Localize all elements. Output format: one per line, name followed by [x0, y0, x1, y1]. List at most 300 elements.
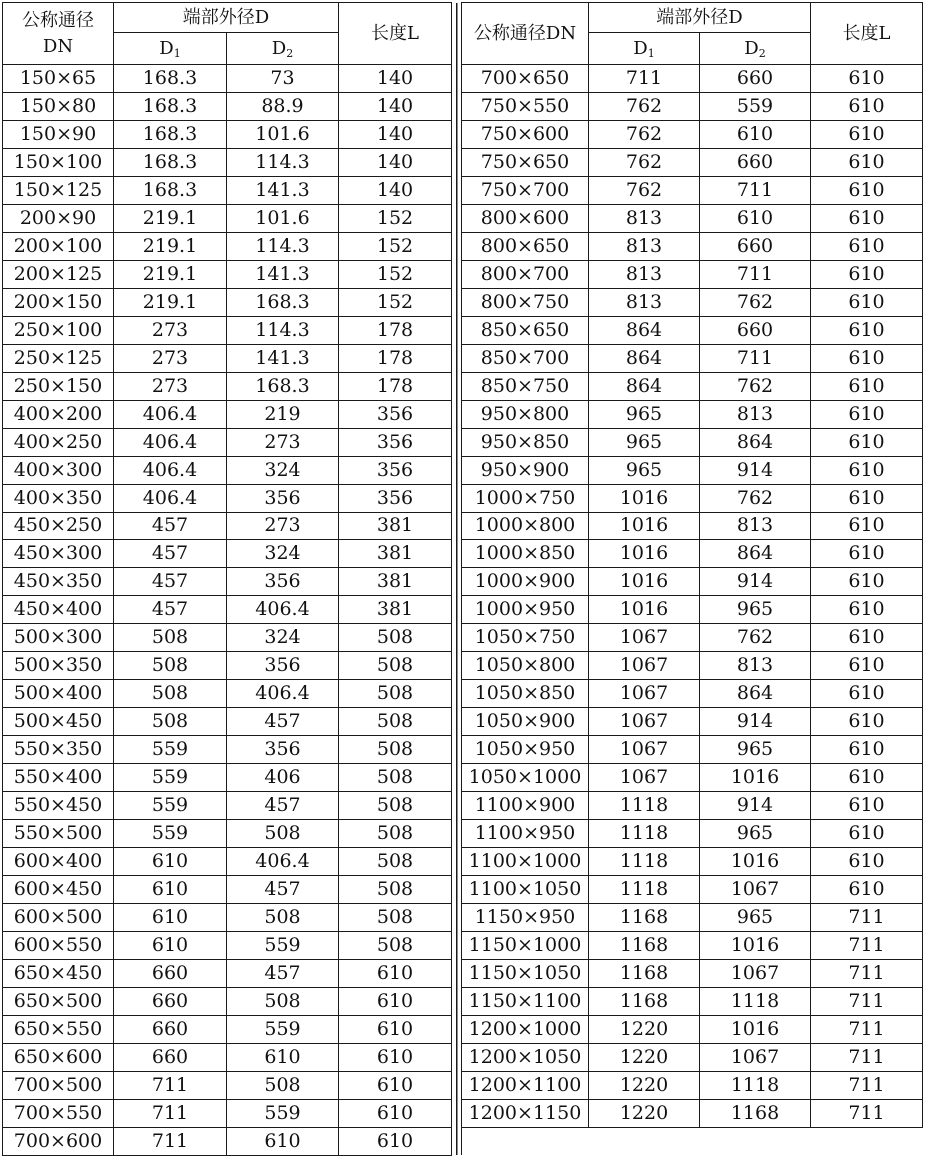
right-cell-dn: 1100×1000	[462, 848, 589, 876]
table-row	[3, 624, 923, 652]
right-cell-length: 610	[811, 512, 923, 540]
right-cell-d2: 762	[700, 288, 811, 316]
right-cell-length: 610	[811, 736, 923, 764]
right-cell-dn: 1050×800	[462, 652, 589, 680]
left-cell-d2: 406.4	[227, 680, 339, 708]
left-cell-dn: 200×150	[3, 288, 114, 316]
header-dn-bottom-text: DN	[42, 35, 74, 57]
right-cell-d1: 1067	[589, 652, 700, 680]
left-cell-d2: 101.6	[227, 120, 339, 148]
left-cell-dn: 450×250	[3, 512, 114, 540]
right-cell-length: 711	[811, 987, 923, 1015]
left-cell-d2: 324	[227, 456, 339, 484]
left-cell-length: 152	[339, 288, 452, 316]
right-empty-cell	[462, 1127, 923, 1155]
right-cell-d1: 1016	[589, 540, 700, 568]
left-cell-d1: 711	[114, 1127, 227, 1155]
left-cell-dn: 550×500	[3, 820, 114, 848]
table-row	[3, 568, 923, 596]
left-cell-dn: 600×400	[3, 848, 114, 876]
left-cell-d1: 508	[114, 624, 227, 652]
left-cell-d1: 168.3	[114, 148, 227, 176]
right-cell-dn: 1000×850	[462, 540, 589, 568]
right-cell-d1: 762	[589, 92, 700, 120]
right-cell-d1: 1168	[589, 960, 700, 988]
right-cell-length: 610	[811, 92, 923, 120]
table-row	[3, 92, 923, 120]
header-dn-right: 公称通径DN	[462, 3, 589, 65]
left-cell-d1: 219.1	[114, 204, 227, 232]
right-cell-d1: 1067	[589, 708, 700, 736]
left-cell-dn: 150×125	[3, 176, 114, 204]
table-row	[3, 1099, 923, 1127]
right-cell-dn: 950×850	[462, 428, 589, 456]
right-cell-d2: 813	[700, 400, 811, 428]
left-cell-dn: 600×500	[3, 904, 114, 932]
left-cell-d2: 168.3	[227, 372, 339, 400]
right-cell-length: 610	[811, 708, 923, 736]
right-cell-d1: 1016	[589, 596, 700, 624]
right-cell-d1: 1118	[589, 792, 700, 820]
right-cell-length: 711	[811, 904, 923, 932]
column-separator-body	[452, 65, 462, 1156]
right-cell-d2: 1067	[700, 960, 811, 988]
header-d1-right	[589, 33, 700, 65]
right-cell-d1: 1067	[589, 680, 700, 708]
right-cell-d1: 1016	[589, 512, 700, 540]
left-cell-d2: 324	[227, 624, 339, 652]
left-cell-d1: 660	[114, 960, 227, 988]
left-cell-dn: 400×300	[3, 456, 114, 484]
right-cell-dn: 1200×1100	[462, 1071, 589, 1099]
left-cell-dn: 450×350	[3, 568, 114, 596]
table-row	[3, 428, 923, 456]
right-cell-d2: 660	[700, 316, 811, 344]
table-row	[3, 540, 923, 568]
left-cell-dn: 650×450	[3, 960, 114, 988]
right-cell-dn: 700×650	[462, 65, 589, 93]
left-cell-dn: 550×450	[3, 792, 114, 820]
right-cell-d1: 1118	[589, 848, 700, 876]
right-cell-dn: 750×650	[462, 148, 589, 176]
right-cell-d1: 1016	[589, 568, 700, 596]
right-cell-length: 711	[811, 932, 923, 960]
table-row	[3, 120, 923, 148]
left-cell-d2: 101.6	[227, 204, 339, 232]
left-cell-d2: 559	[227, 1015, 339, 1043]
column-separator	[452, 3, 462, 65]
left-cell-d2: 273	[227, 512, 339, 540]
left-cell-d2: 457	[227, 876, 339, 904]
right-cell-dn: 1050×1000	[462, 764, 589, 792]
header-d1-left	[114, 33, 227, 65]
table-row	[3, 1127, 923, 1155]
right-cell-dn: 850×650	[462, 316, 589, 344]
left-cell-length: 610	[339, 960, 452, 988]
right-cell-d2: 711	[700, 260, 811, 288]
header-length-right: 长度L	[811, 3, 923, 65]
left-cell-d2: 610	[227, 1127, 339, 1155]
left-cell-dn: 150×80	[3, 92, 114, 120]
right-cell-d1: 1220	[589, 1015, 700, 1043]
left-cell-dn: 600×550	[3, 932, 114, 960]
right-cell-length: 610	[811, 568, 923, 596]
right-cell-d1: 965	[589, 400, 700, 428]
right-cell-d2: 1016	[700, 764, 811, 792]
left-cell-dn: 700×600	[3, 1127, 114, 1155]
right-cell-d2: 1168	[700, 1099, 811, 1127]
header-dn-top-text: 公称通径	[22, 9, 94, 31]
left-cell-dn: 450×300	[3, 540, 114, 568]
right-cell-d1: 1168	[589, 904, 700, 932]
right-cell-length: 610	[811, 148, 923, 176]
right-cell-d1: 1220	[589, 1043, 700, 1071]
left-cell-length: 356	[339, 400, 452, 428]
left-cell-dn: 200×125	[3, 260, 114, 288]
right-cell-length: 610	[811, 176, 923, 204]
right-cell-d2: 813	[700, 652, 811, 680]
right-cell-d2: 1118	[700, 1071, 811, 1099]
left-cell-length: 610	[339, 1127, 452, 1155]
left-cell-dn: 200×100	[3, 232, 114, 260]
left-cell-d1: 406.4	[114, 456, 227, 484]
right-cell-dn: 1000×800	[462, 512, 589, 540]
left-cell-d2: 508	[227, 904, 339, 932]
right-cell-d1: 965	[589, 428, 700, 456]
right-cell-d2: 559	[700, 92, 811, 120]
right-cell-length: 610	[811, 652, 923, 680]
right-cell-dn: 1200×1000	[462, 1015, 589, 1043]
left-cell-dn: 650×500	[3, 987, 114, 1015]
header-d2-right	[700, 33, 811, 65]
left-cell-d2: 141.3	[227, 260, 339, 288]
right-cell-length: 610	[811, 540, 923, 568]
right-cell-length: 610	[811, 316, 923, 344]
right-cell-d1: 711	[589, 65, 700, 93]
left-cell-dn: 400×200	[3, 400, 114, 428]
right-cell-length: 610	[811, 65, 923, 93]
left-cell-dn: 550×350	[3, 736, 114, 764]
left-cell-d1: 711	[114, 1071, 227, 1099]
left-cell-length: 356	[339, 428, 452, 456]
header-d1-left-sub: 1	[173, 46, 181, 60]
table-row	[3, 456, 923, 484]
right-cell-d1: 813	[589, 288, 700, 316]
right-cell-d2: 1016	[700, 848, 811, 876]
right-cell-length: 610	[811, 400, 923, 428]
left-cell-dn: 650×550	[3, 1015, 114, 1043]
left-cell-d1: 559	[114, 820, 227, 848]
right-cell-d2: 660	[700, 65, 811, 93]
right-cell-length: 610	[811, 820, 923, 848]
table-row	[3, 65, 923, 93]
right-cell-length: 610	[811, 596, 923, 624]
table-row	[3, 680, 923, 708]
table-row	[3, 792, 923, 820]
left-cell-d1: 457	[114, 540, 227, 568]
table-row	[3, 708, 923, 736]
right-cell-dn: 1050×950	[462, 736, 589, 764]
right-cell-dn: 750×600	[462, 120, 589, 148]
reducer-dimension-table	[2, 2, 923, 1156]
left-cell-length: 508	[339, 792, 452, 820]
left-cell-d2: 356	[227, 484, 339, 512]
left-cell-length: 178	[339, 372, 452, 400]
right-cell-d1: 864	[589, 372, 700, 400]
left-cell-d2: 88.9	[227, 92, 339, 120]
left-cell-dn: 150×100	[3, 148, 114, 176]
right-cell-d1: 1118	[589, 876, 700, 904]
left-cell-d1: 273	[114, 316, 227, 344]
right-cell-dn: 800×650	[462, 232, 589, 260]
table-row	[3, 1071, 923, 1099]
right-cell-length: 610	[811, 764, 923, 792]
left-cell-dn: 500×400	[3, 680, 114, 708]
right-cell-d2: 864	[700, 428, 811, 456]
table-row	[3, 987, 923, 1015]
left-cell-d1: 508	[114, 652, 227, 680]
left-cell-d1: 508	[114, 680, 227, 708]
table-row	[3, 372, 923, 400]
right-cell-length: 610	[811, 372, 923, 400]
left-cell-d2: 610	[227, 1043, 339, 1071]
right-cell-d2: 610	[700, 204, 811, 232]
left-cell-d2: 356	[227, 652, 339, 680]
left-cell-length: 381	[339, 540, 452, 568]
right-cell-dn: 1150×1050	[462, 960, 589, 988]
right-cell-d1: 1168	[589, 932, 700, 960]
right-cell-d2: 660	[700, 148, 811, 176]
right-cell-dn: 1100×1050	[462, 876, 589, 904]
right-cell-d1: 1067	[589, 624, 700, 652]
right-cell-d2: 1118	[700, 987, 811, 1015]
table-row	[3, 876, 923, 904]
left-cell-d1: 559	[114, 736, 227, 764]
left-cell-d1: 168.3	[114, 92, 227, 120]
header-d2-right-base: D	[744, 37, 759, 59]
left-cell-d1: 168.3	[114, 65, 227, 93]
left-cell-length: 140	[339, 176, 452, 204]
left-cell-d2: 219	[227, 400, 339, 428]
left-cell-d1: 660	[114, 1043, 227, 1071]
right-cell-length: 610	[811, 792, 923, 820]
left-cell-dn: 400×350	[3, 484, 114, 512]
right-cell-dn: 950×800	[462, 400, 589, 428]
header-outer-diameter-left: 端部外径D	[114, 3, 339, 33]
left-cell-d2: 406	[227, 764, 339, 792]
right-cell-d2: 813	[700, 512, 811, 540]
left-cell-d1: 406.4	[114, 484, 227, 512]
right-cell-dn: 1100×900	[462, 792, 589, 820]
header-d2-left	[227, 33, 339, 65]
header-d2-right-sub: 2	[758, 46, 766, 60]
left-cell-d2: 356	[227, 568, 339, 596]
left-cell-d1: 559	[114, 764, 227, 792]
left-cell-d2: 406.4	[227, 596, 339, 624]
right-cell-length: 610	[811, 456, 923, 484]
right-cell-dn: 800×600	[462, 204, 589, 232]
left-cell-length: 610	[339, 1015, 452, 1043]
table-row	[3, 400, 923, 428]
left-cell-length: 508	[339, 848, 452, 876]
left-cell-length: 508	[339, 876, 452, 904]
left-cell-length: 381	[339, 512, 452, 540]
right-cell-d2: 1016	[700, 932, 811, 960]
right-cell-d1: 762	[589, 176, 700, 204]
right-cell-dn: 1000×950	[462, 596, 589, 624]
right-cell-d1: 1067	[589, 736, 700, 764]
right-cell-d2: 965	[700, 596, 811, 624]
left-cell-d1: 610	[114, 848, 227, 876]
left-cell-d1: 711	[114, 1099, 227, 1127]
header-length-left: 长度L	[339, 3, 452, 65]
left-cell-length: 178	[339, 344, 452, 372]
left-cell-length: 508	[339, 904, 452, 932]
left-cell-d2: 114.3	[227, 148, 339, 176]
right-cell-dn: 850×750	[462, 372, 589, 400]
left-cell-d1: 457	[114, 596, 227, 624]
right-cell-d2: 864	[700, 680, 811, 708]
table-row	[3, 1015, 923, 1043]
left-cell-d1: 219.1	[114, 288, 227, 316]
left-cell-length: 508	[339, 820, 452, 848]
left-cell-length: 508	[339, 708, 452, 736]
left-cell-length: 508	[339, 652, 452, 680]
right-cell-d1: 762	[589, 148, 700, 176]
left-cell-dn: 200×90	[3, 204, 114, 232]
left-cell-d2: 457	[227, 792, 339, 820]
right-cell-d1: 1220	[589, 1099, 700, 1127]
right-cell-dn: 850×700	[462, 344, 589, 372]
right-cell-d2: 1016	[700, 1015, 811, 1043]
right-cell-d2: 965	[700, 904, 811, 932]
header-d1-right-base: D	[633, 37, 648, 59]
header-dn-left	[3, 3, 114, 65]
left-cell-length: 178	[339, 316, 452, 344]
right-cell-dn: 1200×1150	[462, 1099, 589, 1127]
header-d1-right-sub: 1	[647, 46, 655, 60]
table-row	[3, 204, 923, 232]
table-row	[3, 176, 923, 204]
left-cell-length: 356	[339, 456, 452, 484]
left-cell-d2: 114.3	[227, 316, 339, 344]
left-cell-d2: 457	[227, 708, 339, 736]
left-cell-dn: 150×90	[3, 120, 114, 148]
left-cell-length: 140	[339, 120, 452, 148]
left-cell-length: 508	[339, 624, 452, 652]
left-cell-dn: 450×400	[3, 596, 114, 624]
right-cell-length: 610	[811, 288, 923, 316]
header-d1-left-base: D	[159, 37, 174, 59]
right-cell-length: 610	[811, 260, 923, 288]
right-cell-d2: 610	[700, 120, 811, 148]
right-cell-d1: 1118	[589, 820, 700, 848]
right-cell-dn: 1150×950	[462, 904, 589, 932]
left-cell-length: 508	[339, 932, 452, 960]
right-cell-d1: 762	[589, 120, 700, 148]
left-cell-d1: 219.1	[114, 260, 227, 288]
left-cell-length: 140	[339, 148, 452, 176]
left-cell-d2: 273	[227, 428, 339, 456]
left-cell-d1: 406.4	[114, 400, 227, 428]
left-cell-length: 381	[339, 568, 452, 596]
left-cell-d2: 141.3	[227, 344, 339, 372]
right-cell-d2: 965	[700, 820, 811, 848]
left-cell-d2: 114.3	[227, 232, 339, 260]
right-cell-d1: 813	[589, 232, 700, 260]
left-cell-length: 381	[339, 596, 452, 624]
table-row	[3, 932, 923, 960]
right-cell-dn: 750×700	[462, 176, 589, 204]
table-row	[3, 848, 923, 876]
left-cell-dn: 250×150	[3, 372, 114, 400]
left-cell-d1: 406.4	[114, 428, 227, 456]
left-cell-d2: 508	[227, 987, 339, 1015]
table-row	[3, 260, 923, 288]
left-cell-length: 610	[339, 987, 452, 1015]
right-cell-d2: 1067	[700, 1043, 811, 1071]
right-cell-length: 610	[811, 428, 923, 456]
right-cell-length: 711	[811, 1015, 923, 1043]
header-d2-left-sub: 2	[286, 46, 294, 60]
left-cell-d1: 559	[114, 792, 227, 820]
header-outer-diameter-right: 端部外径D	[589, 3, 811, 33]
table-row	[3, 484, 923, 512]
left-cell-dn: 500×450	[3, 708, 114, 736]
right-cell-dn: 950×900	[462, 456, 589, 484]
right-cell-dn: 800×750	[462, 288, 589, 316]
table-row	[3, 288, 923, 316]
right-cell-d2: 762	[700, 372, 811, 400]
left-cell-d2: 168.3	[227, 288, 339, 316]
left-cell-d2: 457	[227, 960, 339, 988]
right-cell-length: 610	[811, 344, 923, 372]
right-cell-dn: 1100×950	[462, 820, 589, 848]
table-row	[3, 820, 923, 848]
right-cell-length: 610	[811, 232, 923, 260]
left-cell-d2: 141.3	[227, 176, 339, 204]
right-cell-d1: 965	[589, 456, 700, 484]
table-row	[3, 316, 923, 344]
left-cell-dn: 550×400	[3, 764, 114, 792]
right-cell-length: 610	[811, 876, 923, 904]
left-cell-length: 610	[339, 1071, 452, 1099]
right-cell-length: 711	[811, 1043, 923, 1071]
right-cell-dn: 1050×750	[462, 624, 589, 652]
table-row	[3, 1043, 923, 1071]
table-row	[3, 960, 923, 988]
right-cell-d2: 864	[700, 540, 811, 568]
left-cell-length: 152	[339, 260, 452, 288]
right-cell-length: 610	[811, 204, 923, 232]
right-cell-dn: 1000×750	[462, 484, 589, 512]
right-cell-length: 610	[811, 624, 923, 652]
left-cell-d1: 660	[114, 987, 227, 1015]
left-cell-d2: 324	[227, 540, 339, 568]
right-cell-d2: 965	[700, 736, 811, 764]
left-cell-length: 140	[339, 92, 452, 120]
right-cell-length: 610	[811, 680, 923, 708]
left-cell-dn: 500×300	[3, 624, 114, 652]
table-row	[3, 904, 923, 932]
right-cell-d1: 864	[589, 316, 700, 344]
right-cell-length: 610	[811, 848, 923, 876]
left-cell-dn: 400×250	[3, 428, 114, 456]
left-cell-length: 508	[339, 736, 452, 764]
left-cell-d1: 273	[114, 372, 227, 400]
right-cell-d1: 813	[589, 260, 700, 288]
left-cell-length: 508	[339, 680, 452, 708]
